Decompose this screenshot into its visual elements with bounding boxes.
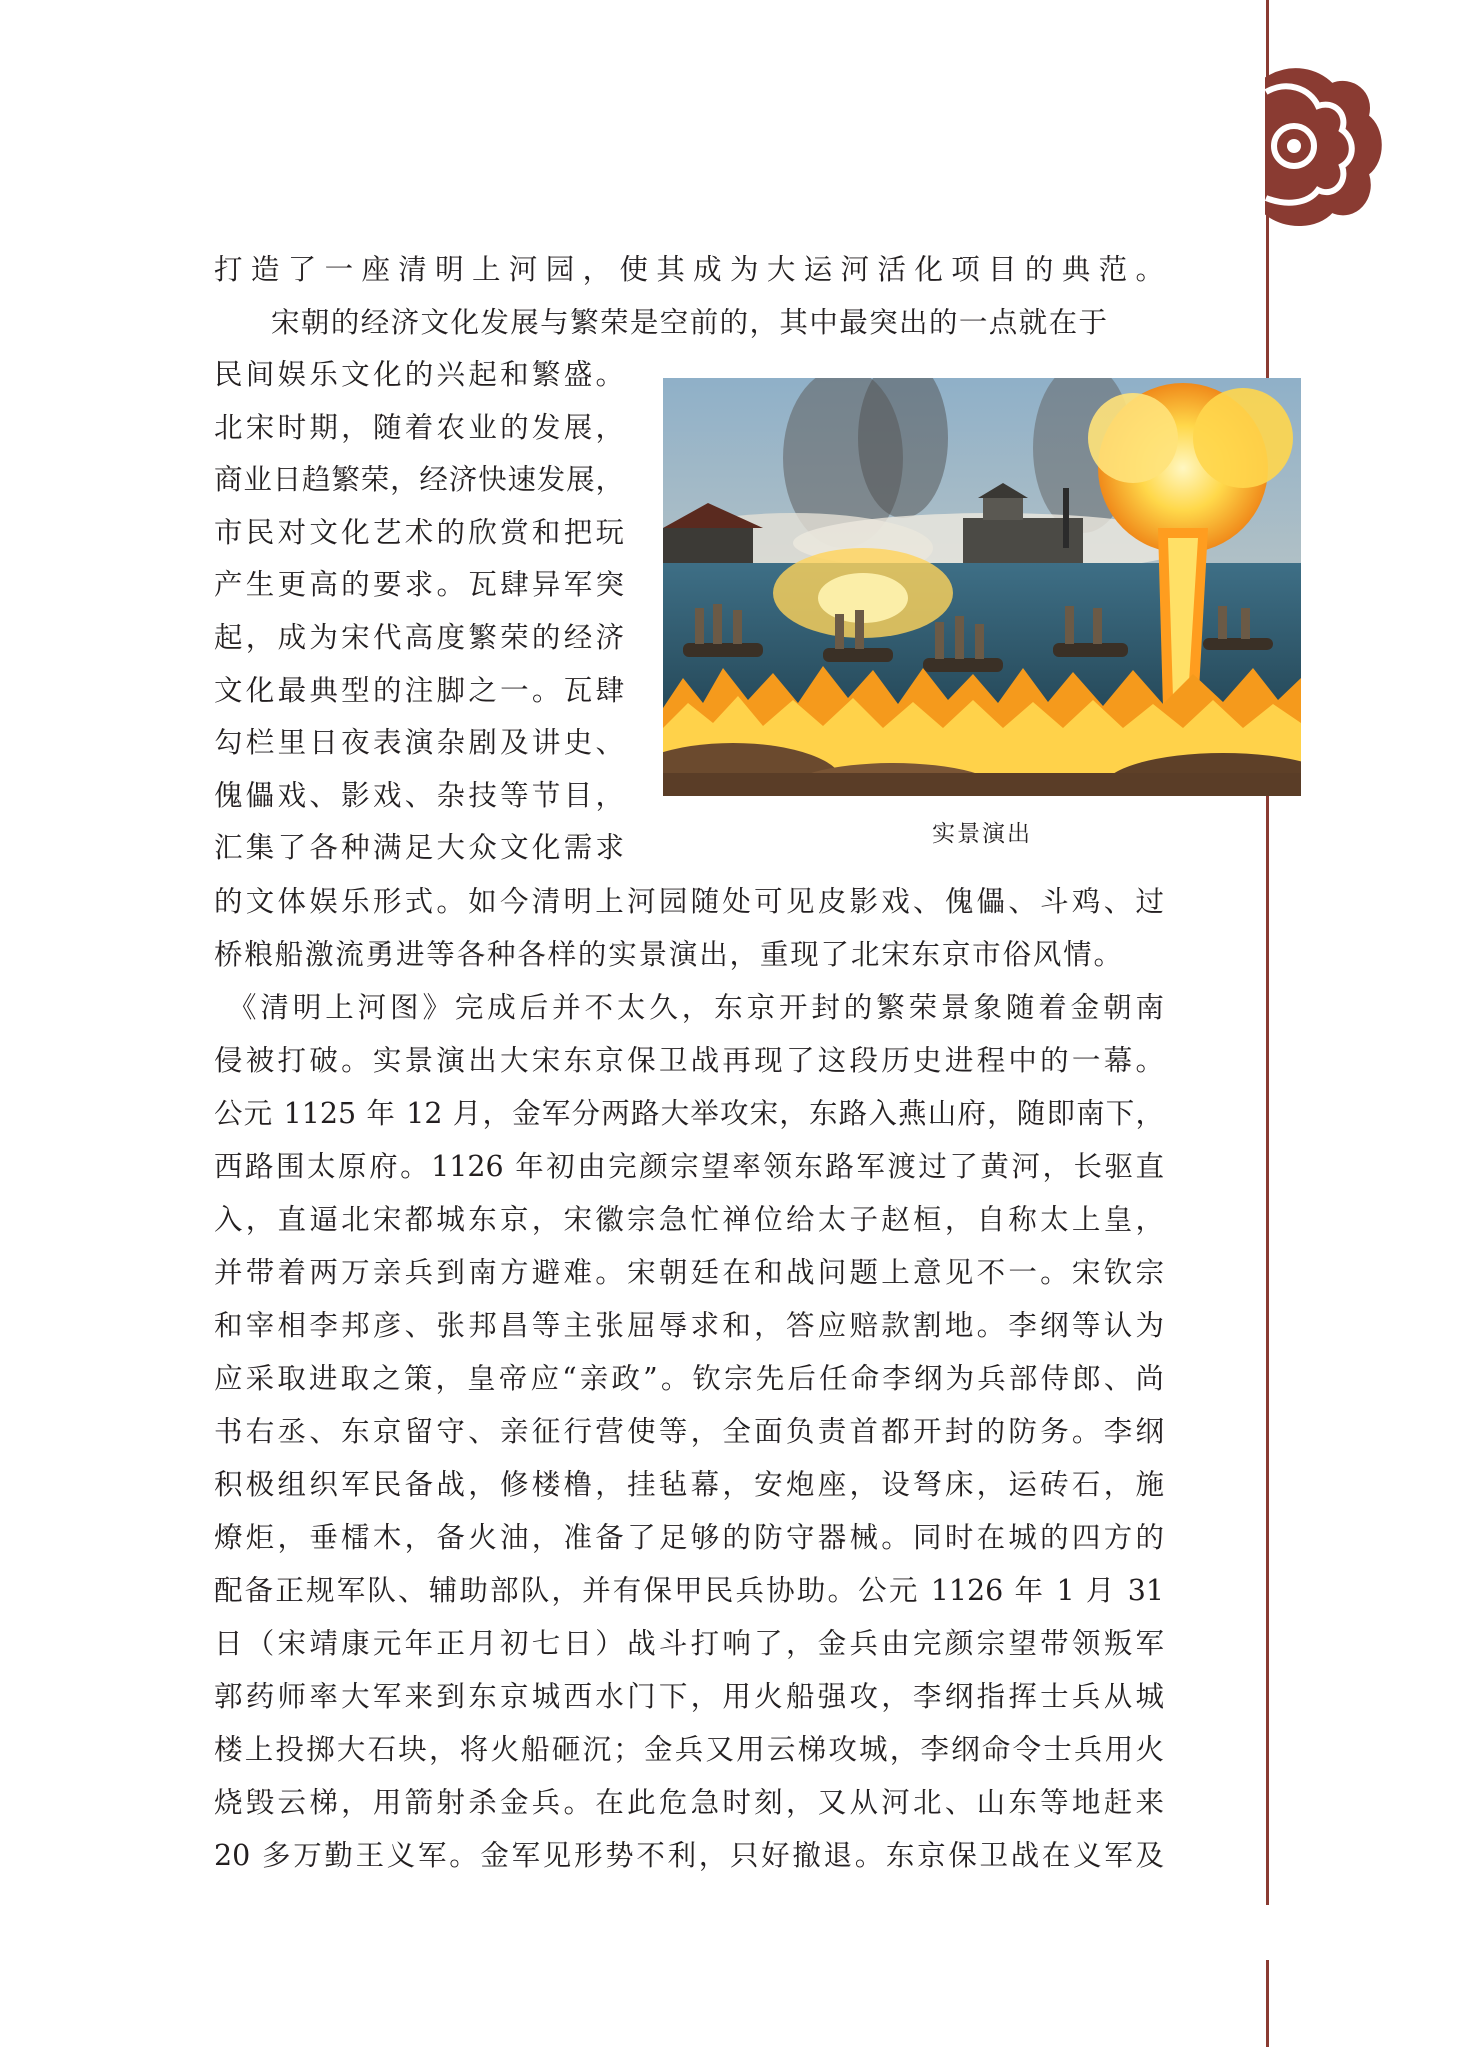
auspicious-cloud-icon bbox=[1252, 62, 1384, 230]
text-line: 积极组织军民备战，修楼橹，挂毡幕，安炮座，设弩床，运砖石，施 bbox=[214, 1468, 1164, 1501]
photo-caption: 实景演出 bbox=[932, 821, 1032, 847]
text-line: 楼上投掷大石块，将火船砸沉；金兵又用云梯攻城，李纲命令士兵用火 bbox=[214, 1733, 1164, 1766]
text-line: 文化最典型的注脚之一。瓦肆 bbox=[214, 673, 624, 707]
text-line: 燎炬，垂檑木，备火油，准备了足够的防守器械。同时在城的四方的 bbox=[214, 1521, 1164, 1554]
text-line: 日（宋靖康元年正月初七日）战斗打响了，金兵由完颜宗望带领叛军 bbox=[214, 1627, 1164, 1660]
text-line: 侵被打破。实景演出大宋东京保卫战再现了这段历史进程中的一幕。 bbox=[214, 1044, 1164, 1077]
text-line: 应采取进取之策，皇帝应“亲政”。钦宗先后任命李纲为兵部侍郎、尚 bbox=[214, 1362, 1164, 1395]
paragraph-top bbox=[214, 243, 1164, 349]
text-line: 烧毁云梯，用箭射杀金兵。在此危急时刻，又从河北、山东等地赶来 bbox=[214, 1786, 1164, 1819]
narrow-text-column bbox=[214, 349, 634, 875]
text-line: 入，直逼北宋都城东京，宋徽宗急忙禅位给太子赵桓，自称太上皇， bbox=[214, 1203, 1164, 1236]
text-line: 打造了一座清明上河园，使其成为大运河活化项目的典范。 bbox=[214, 253, 1164, 286]
text-line: 起，成为宋代高度繁荣的经济 bbox=[214, 620, 624, 654]
text-line: 市民对文化艺术的欣赏和把玩 bbox=[214, 515, 624, 549]
text-line: 产生更高的要求。瓦肆异军突 bbox=[214, 568, 624, 602]
paragraph-bottom bbox=[214, 875, 1164, 1882]
text-line: 民间娱乐文化的兴起和繁盛。 bbox=[214, 358, 624, 391]
performance-photo bbox=[663, 378, 1301, 796]
text-line: 并带着两万亲兵到南方避难。宋朝廷在和战问题上意见不一。宋钦宗 bbox=[214, 1256, 1164, 1289]
text-line: 公元 1125 年 12 月，金军分两路大举攻宋，东路入燕山府，随即南下， bbox=[214, 1097, 1164, 1130]
text-line: 商业日趋繁荣，经济快速发展， bbox=[214, 463, 624, 497]
text-line: 配备正规军队、辅助部队，并有保甲民兵协助。公元 1126 年 1 月 31 bbox=[214, 1574, 1164, 1607]
text-line: 傀儡戏、影戏、杂技等节目， bbox=[214, 778, 624, 812]
text-line: 桥粮船激流勇进等各种各样的实景演出，重现了北宋东京市俗风情。 bbox=[214, 938, 1122, 971]
text-line: 和宰相李邦彦、张邦昌等主张屈辱求和，答应赔款割地。李纲等认为 bbox=[214, 1309, 1164, 1342]
text-line: 北宋时期，随着农业的发展， bbox=[214, 410, 624, 444]
text-line: 西路围太原府。1126 年初由完颜宗望率领东路军渡过了黄河，长驱直 bbox=[214, 1150, 1164, 1183]
text-line: 宋朝的经济文化发展与繁荣是空前的，其中最突出的一点就在于 bbox=[271, 306, 1107, 339]
margin-rule bbox=[1266, 0, 1269, 1905]
text-line: 书右丞、东京留守、亲征行营使等，全面负责首都开封的防务。李纲 bbox=[214, 1415, 1164, 1448]
text-line: 勾栏里日夜表演杂剧及讲史、 bbox=[214, 726, 624, 760]
text-line: 20 多万勤王义军。金军见形势不利，只好撤退。东京保卫战在义军及 bbox=[214, 1839, 1164, 1872]
text-line: 《清明上河图》完成后并不太久，东京开封的繁荣景象随着金朝南 bbox=[228, 991, 1164, 1024]
text-line: 的文体娱乐形式。如今清明上河园随处可见皮影戏、傀儡、斗鸡、过 bbox=[214, 885, 1164, 918]
text-line: 郭药师率大军来到东京城西水门下，用火船强攻，李纲指挥士兵从城 bbox=[214, 1680, 1164, 1713]
text-line: 汇集了各种满足大众文化需求 bbox=[214, 831, 624, 865]
margin-rule-lower bbox=[1266, 1960, 1269, 2047]
performance-photo-illustration bbox=[663, 378, 1301, 796]
